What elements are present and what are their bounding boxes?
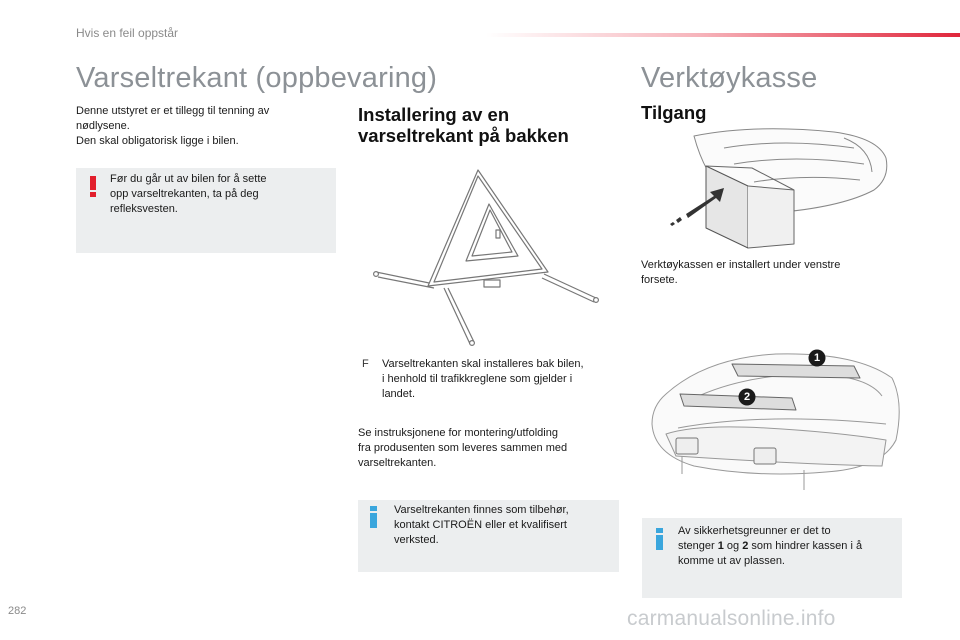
warning-line-3: refleksvesten. [110, 203, 178, 215]
toolbox-caption-line-2: forsete. [641, 274, 678, 286]
info-icon [370, 506, 377, 528]
instructions-line-1: Se instruksjonene for montering/utfolding [358, 427, 558, 439]
bullet-line-1: Varseltrekanten skal installeres bak bilen, [382, 358, 584, 370]
toolbox-bars-illustration [646, 344, 906, 496]
watermark: carmanualsonline.info [627, 607, 836, 630]
info-box-safety [642, 518, 902, 598]
bullet-text [382, 357, 584, 402]
warning-triangle-illustration [372, 160, 604, 346]
info-accessory-line-3: verksted. [394, 534, 439, 546]
intro-line-1: Denne utstyret er et tillegg til tenning av [76, 105, 270, 117]
info-safety-text [678, 524, 862, 569]
info-box-accessory [358, 500, 619, 572]
section-header: Hvis en feil oppstår [76, 26, 179, 40]
page-number: 282 [8, 605, 27, 617]
instructions-line-2: fra produsenten som leveres sammen med [358, 442, 568, 454]
intro-line-3: Den skal obligatorisk ligge i bilen. [76, 135, 239, 147]
title-install-triangle [358, 104, 569, 146]
instructions-line-3: varseltrekanten. [358, 457, 437, 469]
title-install-line-1: Installering av en [358, 104, 510, 125]
warning-exclamation-icon [90, 176, 96, 196]
warning-text [110, 172, 267, 217]
title-toolbox: Verktøykasse [641, 62, 818, 94]
toolbox-under-seat-illustration [664, 128, 896, 250]
warning-line-1: Før du går ut av bilen for å sette [110, 173, 267, 185]
info-icon [656, 528, 663, 550]
bullet-symbol: F [362, 358, 369, 370]
badge-2-label: 2 [743, 391, 751, 403]
info-safety-line-3: komme ut av plassen. [678, 555, 785, 567]
title-install-line-2: varseltrekant på bakken [358, 125, 569, 146]
info-accessory-line-1: Varseltrekanten finnes som tilbehør, [394, 504, 569, 516]
info-safety-line-2: stenger 1 og 2 som hindrer kassen i å [678, 540, 863, 552]
info-accessory-text [394, 503, 569, 548]
info-safety-line-1: Av sikkerhetsgreunner er det to [678, 525, 831, 537]
intro-line-2: nødlysene. [76, 120, 130, 132]
toolbox-caption-line-1: Verktøykassen er installert under venstre [641, 259, 841, 271]
warning-line-2: opp varseltrekanten, ta på deg [110, 188, 259, 200]
title-warning-triangle: Varseltrekant (oppbevaring) [76, 62, 438, 94]
warning-box [76, 168, 336, 253]
bar-number-2: 2 [742, 540, 749, 552]
subtitle-access: Tilgang [641, 102, 707, 123]
badge-1-label: 1 [813, 352, 821, 364]
toolbox-caption [641, 258, 840, 288]
info-accessory-line-2: kontakt CITROËN eller et kvalifisert [394, 519, 567, 531]
bullet-line-3: landet. [382, 388, 416, 400]
intro-text [76, 104, 269, 149]
bar-number-1: 1 [717, 540, 724, 552]
header-accent-bar [486, 33, 960, 37]
bullet-line-2: i henhold til trafikkreglene som gjelder i [382, 373, 573, 385]
instructions-paragraph [358, 426, 567, 471]
